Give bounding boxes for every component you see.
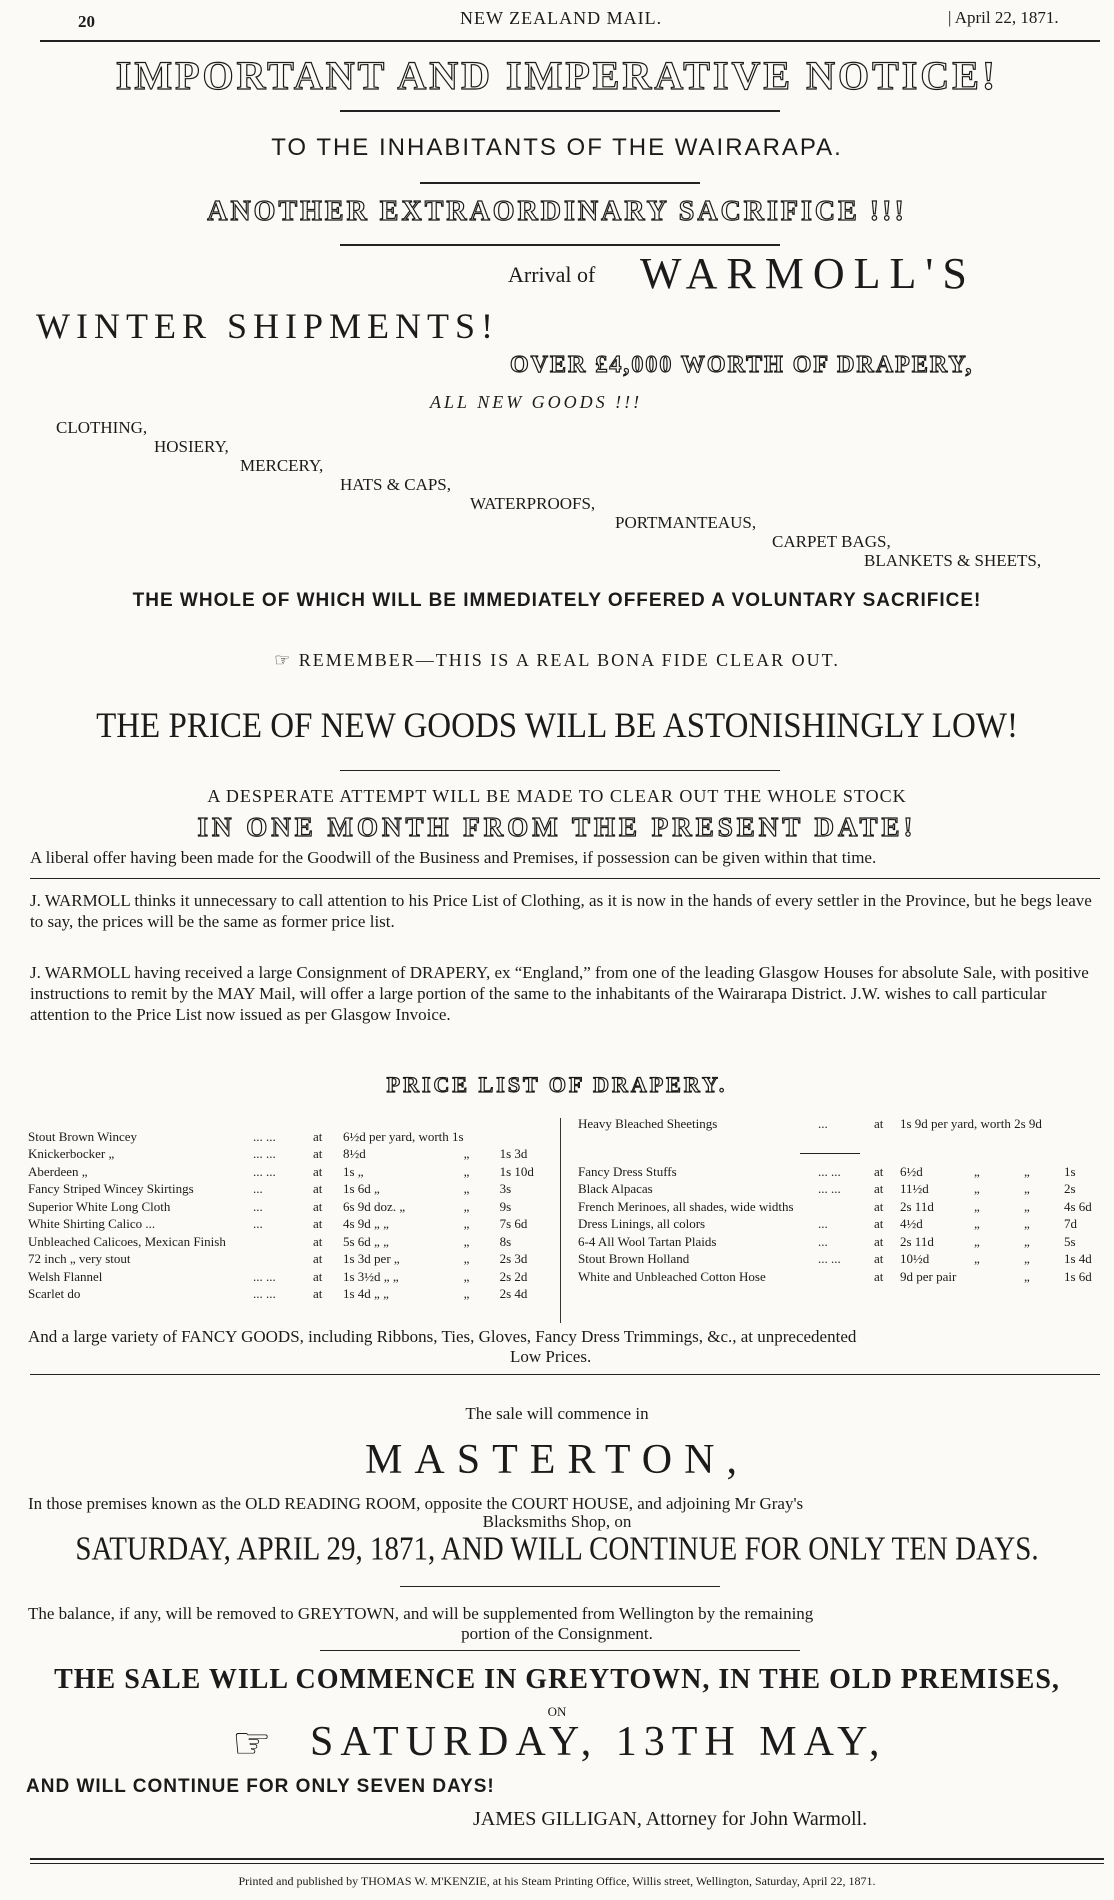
over-4000: OVER £4,000 WORTH OF DRAPERY,: [510, 352, 974, 378]
price-cell-price: 4s 9d „ „: [343, 1216, 389, 1232]
price-cell-dots: ... ...: [253, 1163, 276, 1179]
price-cell-dots: ... ...: [253, 1286, 276, 1302]
price-cell-worth: 2s 4d: [499, 1286, 528, 1302]
para-consignment-text: J. WARMOLL having received a large Consignment of DRAPERY, ex “England,” from one of the leading Glasgow Houses for absolute Sale, with positive instructions to remit by the MAY Mail, will offer a large portion of the same to the inhabitants of the Wairarapa District. J.W. wishes to call particular attention to the Price List now issued as per Glasgow Invoice.: [30, 963, 1089, 1024]
price-cell-at: at: [313, 1216, 323, 1232]
goods-clothing: CLOTHING,: [56, 418, 148, 437]
price-list-left: [28, 1128, 555, 1303]
price-cell-at: at: [313, 1251, 323, 1267]
price-cell-ditto: „: [463, 1286, 470, 1302]
price-cell-at: at: [313, 1268, 323, 1284]
fancy-goods-1: And a large variety of FANCY GOODS, including Ribbons, Ties, Gloves, Fancy Dress Trimmings, &c., at unprecedented: [28, 1327, 857, 1346]
price-cell-price: 1s 3d per „: [343, 1251, 400, 1267]
price-cell-worth: 4s 6d: [1064, 1198, 1092, 1214]
fancy-goods-2: Low Prices.: [510, 1347, 592, 1366]
greytown-line: THE SALE WILL COMMENCE IN GREYTOWN, IN THE OLD PREMISES,: [54, 1664, 1060, 1695]
price-cell-price: 8½d: [343, 1146, 366, 1162]
price-cell-dots: ...: [818, 1233, 828, 1249]
price-cell-worth: 1s 6d: [1064, 1268, 1092, 1284]
rule-6: [30, 1374, 1100, 1375]
price-cell-ditto: „: [974, 1216, 980, 1232]
price-cell-item: Aberdeen „: [28, 1163, 88, 1179]
price-cell-item: Dress Linings, all colors: [578, 1216, 706, 1232]
goods-blankets: BLANKETS & SHEETS,: [864, 551, 1042, 570]
price-cell-at: at: [313, 1163, 323, 1179]
pointing-hand-icon: ☞: [274, 650, 299, 670]
page-number: 20: [78, 12, 95, 31]
price-row-left: [28, 1286, 555, 1304]
rule-4: [340, 770, 780, 771]
price-cell-item: Fancy Striped Wincey Skirtings: [28, 1181, 194, 1197]
price-cell-worth: 1s 4d: [1064, 1251, 1092, 1267]
price-cell-item: Scarlet do: [28, 1286, 81, 1302]
whole-sacrifice: THE WHOLE OF WHICH WILL BE IMMEDIATELY OFFERED A VOLUNTARY SACRIFICE!: [132, 590, 982, 611]
price-cell-dots: ... ...: [818, 1181, 841, 1197]
one-month: IN ONE MONTH FROM THE PRESENT DATE!: [197, 812, 917, 842]
price-cell-item: 6-4 All Wool Tartan Plaids: [578, 1233, 717, 1249]
price-cell-at: at: [313, 1198, 323, 1214]
price-cell-item: White and Unbleached Cotton Hose: [578, 1268, 766, 1284]
goods-hats: HATS & CAPS,: [340, 475, 452, 494]
price-cell-ditto: „: [974, 1198, 980, 1214]
paper-title: NEW ZEALAND MAIL.: [460, 8, 663, 28]
warmoll-name: WARMOLL'S: [640, 249, 976, 298]
price-cell-price: 6½d: [900, 1163, 923, 1179]
masterton-date: SATURDAY, APRIL 29, 1871, AND WILL CONTINUE FOR ONLY TEN DAYS.: [75, 1530, 1039, 1568]
price-cell-ditto: „: [974, 1233, 980, 1249]
remember-text: REMEMBER—THIS IS A REAL BONA FIDE CLEAR OUT.: [298, 650, 840, 670]
price-cell-item: Superior White Long Cloth: [28, 1198, 171, 1214]
price-cell-price: 4½d: [900, 1216, 923, 1232]
price-cell-worth: 1s 3d: [499, 1146, 528, 1162]
price-row-right: [578, 1163, 1114, 1181]
price-cell-price: 10½d: [900, 1251, 930, 1267]
desperate-attempt: A DESPERATE ATTEMPT WILL BE MADE TO CLEAR OUT THE WHOLE STOCK: [207, 786, 907, 806]
price-row-right: [578, 1216, 1114, 1234]
price-low: THE PRICE OF NEW GOODS WILL BE ASTONISHINGLY LOW!: [96, 706, 1018, 746]
price-cell-price: 1s 3½d „ „: [343, 1268, 399, 1284]
price-cell-at: at: [313, 1128, 323, 1144]
price-cell-d2: „: [1024, 1268, 1030, 1284]
balance-2: portion of the Consignment.: [461, 1624, 653, 1643]
remember-line: [0, 650, 1114, 671]
price-cell-worth: 3s: [499, 1181, 512, 1197]
sale-commence: The sale will commence in: [465, 1404, 649, 1423]
sheetings-at: at: [874, 1116, 884, 1131]
para-price-list-text: J. WARMOLL thinks it unnecessary to call attention to his Price List of Clothing, as it is now in the hands of every settler in the Province, but he begs leave to say, the prices will be the same as former price list.: [30, 891, 1092, 931]
price-cell-item: Knickerbocker „: [28, 1146, 115, 1162]
price-cell-worth: 1s 10d: [499, 1163, 534, 1179]
price-cell-item: Unbleached Calicoes, Mexican Finish: [28, 1233, 226, 1249]
price-cell-worth: 1s: [1064, 1163, 1076, 1179]
price-cell-dots: ...: [253, 1181, 263, 1197]
price-cell-item: Stout Brown Wincey: [28, 1128, 138, 1144]
price-cell-dots: [253, 1233, 313, 1251]
price-cell-d2: „: [1024, 1251, 1030, 1267]
price-cell-dots: ... ...: [818, 1251, 841, 1267]
price-cell-dots: [253, 1251, 313, 1269]
price-row-left: [28, 1268, 555, 1286]
price-cell-ditto: „: [463, 1233, 470, 1249]
price-row-left: [28, 1233, 555, 1251]
price-cell-item: Welsh Flannel: [28, 1268, 103, 1284]
price-row-right: [578, 1181, 1114, 1199]
price-cell-worth: 5s: [1064, 1233, 1076, 1249]
rule-2: [420, 182, 700, 184]
price-cell-at: at: [874, 1216, 884, 1232]
price-cell-item: French Merinoes, all shades, wide widths: [578, 1198, 794, 1214]
price-cell-dots: [818, 1268, 874, 1286]
price-cell-dots: ... ...: [253, 1128, 276, 1144]
price-cell-worth: 7d: [1064, 1216, 1077, 1232]
hand-icon-2: ☞: [232, 1719, 272, 1768]
price-cell-at: at: [313, 1181, 323, 1197]
rule-3: [340, 244, 780, 246]
imprint: Printed and published by THOMAS W. M'KENZIE, at his Steam Printing Office, Willis street, Wellington, Saturday, April 22, 1871.: [238, 1874, 876, 1888]
price-cell-dots: [818, 1198, 874, 1216]
sheetings-rule: [800, 1153, 860, 1154]
sheetings-row: [578, 1116, 1042, 1132]
rule-7: [400, 1586, 720, 1587]
price-list-title: PRICE LIST OF DRAPERY.: [386, 1072, 728, 1097]
notice-heading: IMPORTANT AND IMPERATIVE NOTICE!: [115, 53, 999, 98]
price-cell-worth: 9s: [499, 1198, 512, 1214]
price-cell-at: at: [874, 1163, 884, 1179]
header-rule: [40, 40, 1100, 42]
premises-1: In those premises known as the OLD READING ROOM, opposite the COURT HOUSE, and adjoining Mr Gray's: [28, 1494, 804, 1513]
masterton: MASTERTON,: [365, 1437, 749, 1483]
para-consignment: [30, 962, 1100, 1025]
price-cell-d2: „: [1024, 1216, 1030, 1232]
on-word: ON: [547, 1704, 567, 1719]
attorney: JAMES GILLIGAN, Attorney for John Warmoll.: [473, 1808, 868, 1830]
goods-portmanteaus: PORTMANTEAUS,: [615, 513, 757, 532]
price-cell-worth: [500, 1128, 555, 1146]
goods-waterproofs: WATERPROOFS,: [470, 494, 596, 513]
price-row-left: [28, 1181, 555, 1199]
price-cell-item: Stout Brown Holland: [578, 1251, 690, 1267]
price-cell-price: 11½d: [900, 1181, 929, 1197]
price-cell-d2: „: [1024, 1163, 1030, 1179]
price-cell-price: 5s 6d „ „: [343, 1233, 389, 1249]
price-cell-ditto: „: [974, 1163, 980, 1179]
goods-mercery: MERCERY,: [240, 456, 324, 475]
price-cell-ditto: „: [974, 1251, 980, 1267]
price-cell-price: 9d per pair: [900, 1268, 957, 1284]
issue-date: | April 22, 1871.: [948, 8, 1059, 27]
price-row-left: [28, 1251, 555, 1269]
price-cell-dots: ...: [253, 1216, 263, 1232]
balance-1: The balance, if any, will be removed to GREYTOWN, and will be supplemented from Wellington by the remaining: [28, 1604, 814, 1623]
sheetings-item: Heavy Bleached Sheetings: [578, 1116, 718, 1131]
arrival-of: Arrival of: [508, 262, 596, 287]
price-row-left: [28, 1146, 555, 1164]
price-cell-ditto: „: [463, 1216, 470, 1232]
price-row-right: [578, 1251, 1114, 1269]
price-cell-worth: 2s 3d: [499, 1251, 528, 1267]
price-cell-ditto: [974, 1268, 1024, 1286]
price-row-right: [578, 1198, 1114, 1216]
price-cell-price: 2s 11d: [900, 1198, 934, 1214]
sacrifice-line: ANOTHER EXTRAORDINARY SACRIFICE !!!: [207, 196, 907, 227]
price-cell-price: 1s 6d „: [343, 1181, 380, 1197]
goods-hosiery: HOSIERY,: [154, 437, 229, 456]
price-row-right: [578, 1268, 1114, 1286]
rule-5: [30, 878, 1100, 879]
price-cell-dots: ...: [253, 1198, 263, 1214]
price-cell-at: at: [874, 1251, 884, 1267]
sheetings-price: 1s 9d per yard, worth 2s 9d: [900, 1116, 1042, 1131]
liberal-offer: A liberal offer having been made for the Goodwill of the Business and Premises, if possession can be given within that time.: [30, 848, 877, 867]
price-cell-price: 6½d per yard, worth 1s: [343, 1128, 464, 1144]
price-cell-dots: ... ...: [818, 1163, 841, 1179]
price-cell-price: 1s 4d „ „: [343, 1286, 389, 1302]
price-cell-ditto: „: [463, 1268, 470, 1284]
price-cell-dots: ... ...: [253, 1268, 276, 1284]
price-cell-d2: „: [1024, 1198, 1030, 1214]
price-cell-worth: 8s: [499, 1233, 512, 1249]
price-cell-worth: 2s: [1064, 1181, 1076, 1197]
price-cell-item: Black Alpacas: [578, 1181, 653, 1197]
premises-2: Blacksmiths Shop, on: [482, 1512, 632, 1531]
para-price-list: [30, 890, 1100, 932]
footer-rule-1: [30, 1858, 1104, 1860]
price-cell-ditto: „: [463, 1251, 470, 1267]
price-list-divider: [560, 1118, 561, 1323]
price-cell-item: White Shirting Calico ...: [28, 1216, 156, 1232]
price-cell-d2: „: [1024, 1233, 1030, 1249]
price-list-right: [578, 1163, 1114, 1286]
saturday-may: SATURDAY, 13TH MAY,: [310, 1719, 887, 1765]
price-cell-ditto: „: [463, 1181, 470, 1197]
price-cell-ditto: [464, 1128, 500, 1146]
price-row-left: [28, 1216, 555, 1234]
price-cell-at: at: [313, 1233, 323, 1249]
price-cell-dots: ... ...: [253, 1146, 276, 1162]
price-row-left: [28, 1163, 555, 1181]
sheetings-dots: ...: [818, 1116, 828, 1131]
price-cell-dots: ...: [818, 1216, 828, 1232]
price-cell-ditto: „: [974, 1181, 980, 1197]
price-cell-worth: 2s 2d: [499, 1268, 528, 1284]
rule-8: [320, 1650, 800, 1651]
price-row-left: [28, 1198, 555, 1216]
price-cell-item: 72 inch „ very stout: [28, 1251, 131, 1267]
price-cell-d2: „: [1024, 1181, 1030, 1197]
issue-date-text: April 22, 1871.: [954, 8, 1059, 27]
rule-1: [340, 110, 780, 112]
price-cell-at: at: [874, 1181, 884, 1197]
price-cell-price: 1s „: [343, 1163, 364, 1179]
price-cell-at: at: [313, 1286, 323, 1302]
price-cell-worth: 7s 6d: [499, 1216, 528, 1232]
price-cell-at: at: [874, 1268, 884, 1284]
price-cell-at: at: [313, 1146, 323, 1162]
price-row-right: [578, 1233, 1114, 1251]
price-cell-ditto: „: [463, 1163, 470, 1179]
winter-shipments: WINTER SHIPMENTS!: [36, 306, 499, 346]
footer-rule-2: [30, 1863, 1104, 1864]
to-inhabitants: TO THE INHABITANTS OF THE WAIRARAPA.: [271, 134, 843, 161]
price-cell-ditto: „: [463, 1146, 470, 1162]
price-cell-at: at: [874, 1233, 884, 1249]
price-cell-item: Fancy Dress Stuffs: [578, 1163, 677, 1179]
all-new-goods: ALL NEW GOODS !!!: [430, 392, 643, 412]
goods-carpet-bags: CARPET BAGS,: [772, 532, 891, 551]
price-row-left: [28, 1128, 555, 1146]
price-cell-ditto: „: [463, 1198, 470, 1214]
seven-days: AND WILL CONTINUE FOR ONLY SEVEN DAYS!: [26, 1776, 495, 1797]
price-cell-price: 2s 11d: [900, 1233, 934, 1249]
price-cell-price: 6s 9d doz. „: [343, 1198, 406, 1214]
price-cell-at: at: [874, 1198, 884, 1214]
